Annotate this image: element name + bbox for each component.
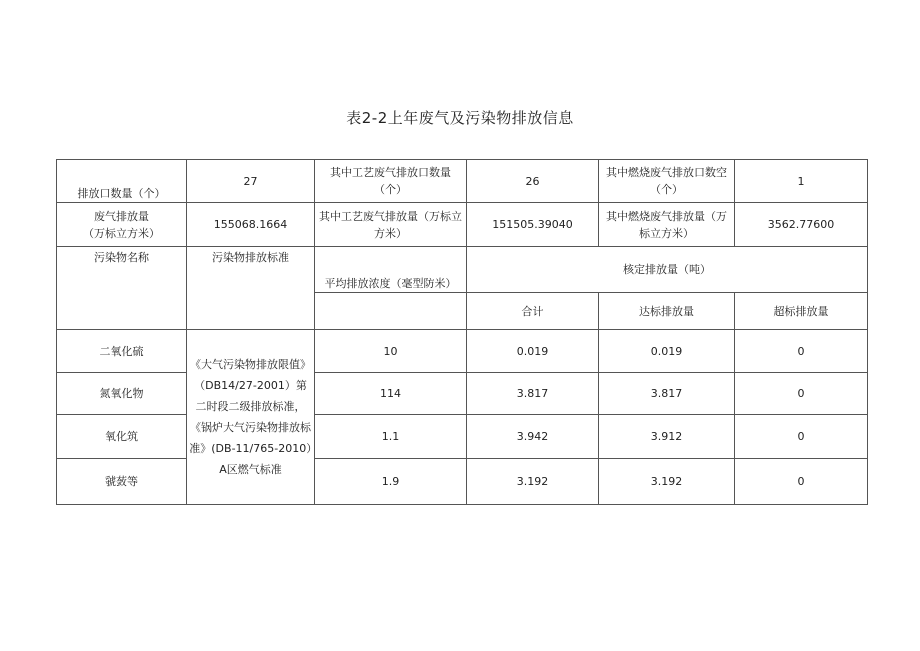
emission-exceed: 0 (735, 373, 868, 415)
emission-exceed: 0 (735, 330, 868, 373)
table-row (57, 459, 868, 505)
emission-total: 0.019 (467, 330, 599, 373)
emission-compliant: 0.019 (599, 330, 735, 373)
outlet-count-value: 27 (187, 160, 315, 203)
avg-concentration: 10 (315, 330, 467, 373)
standard-header: 污染物排放标准 (187, 247, 315, 330)
pollutant-name: 氮氧化物 (57, 373, 187, 415)
emission-compliant: 3.817 (599, 373, 735, 415)
emission-info-table (56, 159, 868, 505)
combustion-outlet-count-value: 1 (735, 160, 868, 203)
emission-compliant: 3.192 (599, 459, 735, 505)
exhaust-volume-row (57, 203, 868, 247)
exceed-header: 超标排放量 (735, 293, 868, 330)
avg-concentration-header: 平均排放浓度（毫型防米） (315, 247, 467, 293)
table-row (57, 415, 868, 459)
table-row (57, 373, 868, 415)
outlet-count-label: 排放口数量（个） (57, 160, 187, 203)
emission-total: 3.942 (467, 415, 599, 459)
combustion-exhaust-volume-value: 3562.77600 (735, 203, 868, 247)
exhaust-volume-label-line2: （万标立方米） (83, 226, 160, 240)
avg-concentration: 1.9 (315, 459, 467, 505)
combustion-outlet-count-label: 其中燃烧废气排放口数空（个） (599, 160, 735, 203)
table-row (57, 330, 868, 373)
pollutant-name: 二氧化硫 (57, 330, 187, 373)
emission-total: 3.192 (467, 459, 599, 505)
table-title: 表2-2上年废气及污染物排放信息 (346, 109, 574, 127)
process-outlet-count-value: 26 (467, 160, 599, 203)
emission-exceed: 0 (735, 415, 868, 459)
emission-exceed: 0 (735, 459, 868, 505)
total-header: 合计 (467, 293, 599, 330)
emission-compliant: 3.912 (599, 415, 735, 459)
avg-concentration: 114 (315, 373, 467, 415)
emission-total: 3.817 (467, 373, 599, 415)
emission-standard: 《大气污染物排放限值》（DB14/27-2001）第二时段二级排放标准，《锅炉大气污染物排放标准》(DB-11/765-2010）A区燃气标准 (187, 330, 315, 505)
combustion-exhaust-volume-label: 其中燃烧废气排放量（万标立方米） (599, 203, 735, 247)
exhaust-volume-value: 155068.1664 (187, 203, 315, 247)
exhaust-volume-label (57, 203, 187, 247)
pollutant-name: 虢蔹等 (57, 459, 187, 505)
process-outlet-count-label: 其中工艺废气排放口数量（个） (315, 160, 467, 203)
process-exhaust-volume-value: 151505.39040 (467, 203, 599, 247)
exhaust-volume-label-line1: 废气排放量 (94, 209, 149, 223)
pollutant-name-header: 污染物名称 (57, 247, 187, 330)
compliant-header: 达标排放量 (599, 293, 735, 330)
pollutant-name: 氧化筑 (57, 415, 187, 459)
avg-concentration: 1.1 (315, 415, 467, 459)
header-row (57, 247, 868, 293)
subheader-blank (315, 293, 467, 330)
approved-emission-header: 核定排放量（吨） (467, 247, 868, 293)
process-exhaust-volume-label: 其中工艺废气排放量（万标立方米） (315, 203, 467, 247)
outlet-count-row (57, 160, 868, 203)
